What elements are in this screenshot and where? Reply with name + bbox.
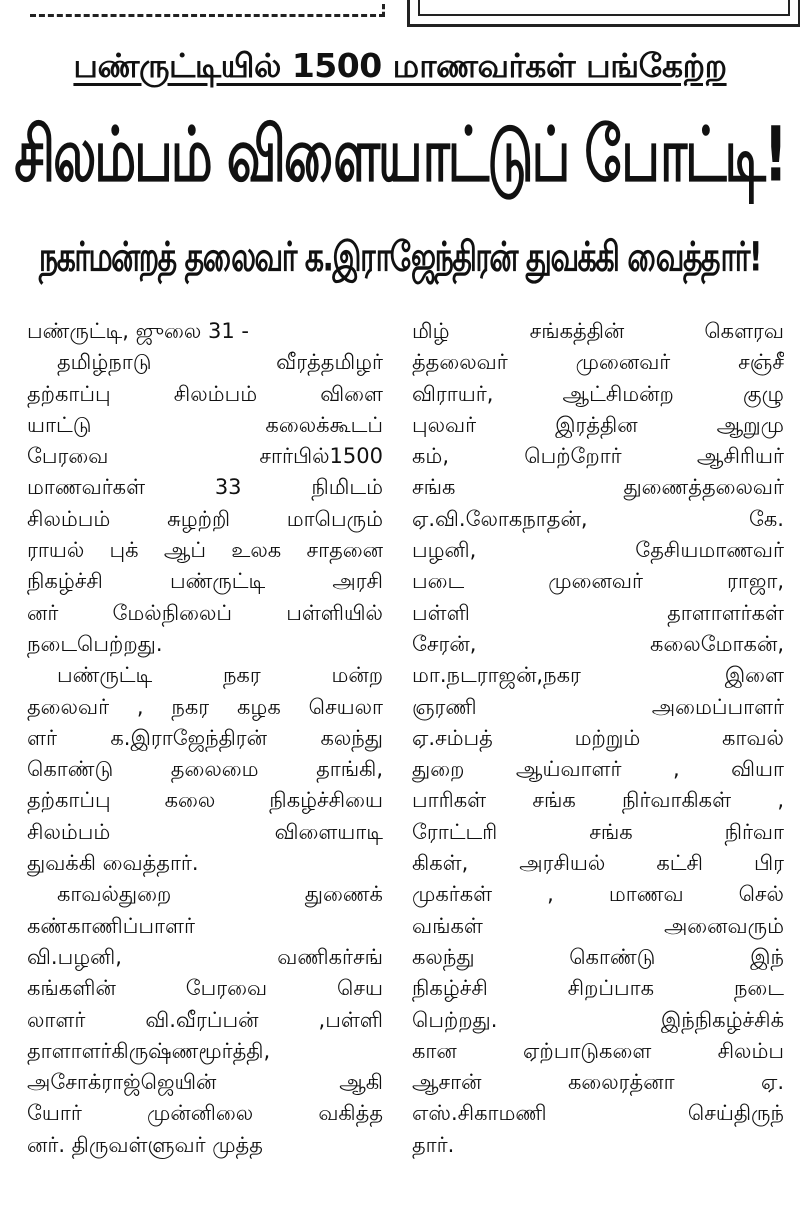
article-line: தலைவர் , நகர கழக செயலா	[27, 694, 383, 719]
article-line: எஸ்.சிகாமணி செய்திருந்	[412, 1101, 784, 1126]
article-line: சங்க துணைத்தலைவர்	[412, 475, 784, 500]
article-line: தாளாளர்கிருஷ்ணமூர்த்தி,	[27, 1038, 271, 1063]
article-line: சிலம்பம் சுழற்றி மாபெரும்	[27, 506, 383, 531]
article-line: மா.நடராஜன்,நகர இளை	[412, 663, 784, 688]
article-line: ஆசான் கலைரத்னா ஏ.	[412, 1070, 784, 1095]
article-line: யோர் முன்னிலை வகித்த	[27, 1101, 383, 1126]
article-line: துறை ஆய்வாளர் , வியா	[412, 757, 784, 782]
article-line: ஞரணி அமைப்பாளர்	[412, 694, 784, 719]
article-left-column	[27, 316, 383, 1161]
article-line: விராயர், ஆட்சிமன்ற குழு	[412, 381, 784, 406]
article-line: மாணவர்கள் 33 நிமிடம்	[27, 475, 383, 500]
top-dashed-rule	[30, 4, 385, 17]
article-line: தமிழ்நாடு வீரத்தமிழர்	[57, 350, 383, 375]
article-line: லாளர் வி.வீரப்பன் ,பள்ளி	[27, 1007, 383, 1032]
article-line: கலந்து கொண்டு இந்	[412, 944, 784, 969]
article-line: தார்.	[412, 1132, 455, 1157]
article-line: வங்கள் அனைவரும்	[412, 913, 784, 938]
article-line: தற்காப்பு சிலம்பம் விளை	[27, 381, 383, 406]
headline: சிலம்பம் விளையாட்டுப் போட்டி!	[14, 112, 786, 200]
article-line: புலவர் இரத்தின ஆறுமு	[412, 412, 784, 437]
article-line: கிகள், அரசியல் கட்சி பிர	[412, 851, 784, 876]
article-line: பாரிகள் சங்க நிர்வாகிகள் ,	[412, 788, 784, 813]
article-line: சேரன், கலைமோகன்,	[412, 631, 784, 656]
article-line: பண்ருட்டி, ஜுலை 31 -	[27, 319, 249, 343]
article-line: படை முனைவர் ராஜா,	[412, 569, 784, 594]
article-line: நிகழ்ச்சி சிறப்பாக நடை	[412, 976, 784, 1001]
article-line: கங்களின் பேரவை செய	[27, 976, 383, 1001]
article-line: துவக்கி வைத்தார்.	[27, 851, 199, 876]
top-adjacent-box-inner	[418, 0, 790, 16]
article-line: பெற்றது. இந்நிகழ்ச்சிக்	[412, 1007, 784, 1032]
article-line: நிகழ்ச்சி பண்ருட்டி அரசி	[27, 569, 383, 594]
article-line: னர். திருவள்ளுவர் முத்த	[27, 1132, 263, 1157]
article-line: கம், பெற்றோர் ஆசிரியர்	[412, 444, 784, 469]
kicker-line: பண்ருட்டியில் 1500 மாணவர்கள் பங்கேற்ற	[73, 46, 727, 85]
article-line: சிலம்பம் விளையாடி	[27, 819, 383, 844]
article-line: பேரவை சார்பில்1500	[27, 444, 383, 469]
article-line: பழனி, தேசியமாணவர்	[412, 538, 784, 563]
article-line: காவல்துறை துணைக்	[57, 882, 383, 907]
subheadline: நகர்மன்றத் தலைவர் க.இராஜேந்திரன் துவக்கி வைத்தார்!	[38, 233, 762, 282]
article-line: னர் மேல்நிலைப் பள்ளியில்	[27, 600, 383, 625]
article-line: பள்ளி தாளாளர்கள்	[412, 600, 784, 625]
article-line: முகர்கள் , மாணவ செல்	[412, 882, 784, 907]
article-line: தற்காப்பு கலை நிகழ்ச்சியை	[27, 788, 383, 813]
article-line: பண்ருட்டி நகர மன்ற	[57, 663, 383, 688]
article-line: யாட்டு கலைக்கூடப்	[27, 412, 383, 437]
article-line: அசோக்ராஜ்ஜெயின் ஆகி	[27, 1070, 383, 1095]
article-line: மிழ் சங்கத்தின் கௌரவ	[412, 319, 784, 343]
article-line: கான ஏற்பாடுகளை சிலம்ப	[412, 1038, 784, 1063]
article-line: த்தலைவர் முனைவர் சஞ்சீ	[412, 350, 784, 375]
article-line: நடைபெற்றது.	[27, 631, 163, 656]
article-line: ஏ.வி.லோகநாதன், கே.	[412, 506, 784, 531]
article-line: வி.பழனி, வணிகர்சங்	[27, 944, 383, 969]
article-line: கண்காணிப்பாளர்	[27, 913, 195, 938]
article-line: கொண்டு தலைமை தாங்கி,	[27, 757, 383, 782]
article-right-column	[412, 316, 784, 1161]
article-line: ளர் க.இராஜேந்திரன் கலந்து	[27, 725, 383, 750]
article-line: ராயல் புக் ஆப் உலக சாதனை	[27, 538, 383, 563]
article-line: ரோட்டரி சங்க நிர்வா	[412, 819, 784, 844]
article-line: ஏ.சம்பத் மற்றும் காவல்	[412, 725, 784, 750]
